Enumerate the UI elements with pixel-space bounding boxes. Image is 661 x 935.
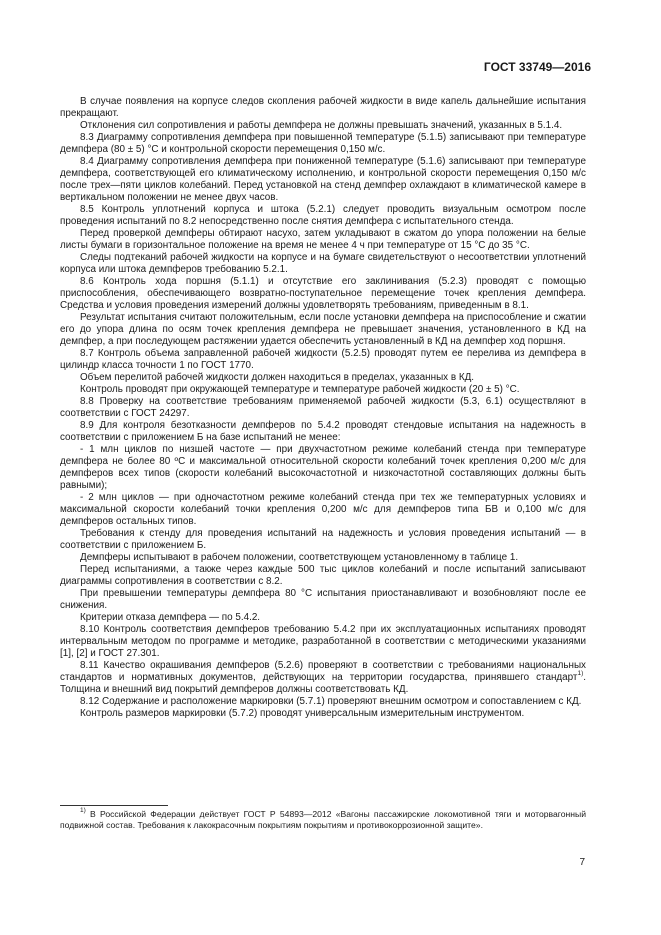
paragraph-text: 8.11 Качество окрашивания демпферов (5.2.6) проверяют в соответствии с требованиями национальных стандартов и нормативных документов, действующих на территории государства, принявшего стандарт bbox=[60, 660, 586, 683]
footnote-mark: 1) bbox=[80, 807, 86, 815]
paragraph: Требования к стенду для проведения испытаний на надежность и условия проведения испытаний — в соответствии с приложением Б. bbox=[60, 528, 586, 551]
paragraph-text: . Толщина и внешний вид покрытий демпферов должны соответствовать КД. bbox=[60, 672, 586, 695]
footnote-reference: 1) bbox=[577, 669, 584, 677]
footnote-text: В Российской Федерации действует ГОСТ Р 54893—2012 «Вагоны пассажирские локомотивной тяги и моторвагонный подвижной состав. Требования к лакокрасочным покрытиям покрытиям и противокоррозионной защите». bbox=[60, 809, 586, 830]
page-number: 7 bbox=[579, 857, 585, 868]
footnote bbox=[60, 809, 586, 831]
paragraph: 8.12 Содержание и расположение маркировки (5.7.1) проверяют внешним осмотром и сопоставлением с КД. bbox=[80, 696, 582, 707]
paragraph: Контроль размеров маркировки (5.7.2) проводят универсальным измерительным инструментом. bbox=[80, 708, 525, 719]
paragraph: При превышении температуры демпфера 80 °С испытания приостанавливают и возобновляют после ее снижения. bbox=[60, 588, 586, 611]
document-header: ГОСТ 33749—2016 bbox=[483, 60, 591, 74]
paragraph: 8.9 Для контроля безотказности демпферов по 5.4.2 проводят стендовые испытания на надежность в соответствии с приложением Б на базе испытаний не менее: bbox=[60, 420, 586, 443]
footnote-divider bbox=[60, 805, 168, 806]
paragraph: 8.10 Контроль соответствия демпферов требованию 5.4.2 при их эксплуатационных испытаниях проводят интервальным методом по программе и методике, разработанной в соответствии с методическими указаниями [1], [2] и ГОСТ 27.301. bbox=[60, 624, 586, 659]
paragraph: 8.5 Контроль уплотнений корпуса и штока (5.2.1) следует проводить визуальным осмотром после проведения испытаний по 8.2 непосредственно после снятия демпфера с испытательного стенда. bbox=[60, 204, 586, 227]
paragraph: Результат испытания считают положительным, если после установки демпфера на приспособление и сжатии его до упора длина по осям точек крепления демпфера не превышает значения, установленного в КД на демпфер, а при последующем растяжении удается обеспечить установленный в КД на демпфер ход поршня. bbox=[60, 312, 586, 347]
paragraph-8-11 bbox=[60, 660, 586, 696]
paragraph: - 2 млн циклов — при одночастотном режиме колебаний стенда при тех же температурных условиях и максимальной скорости колебаний точки крепления 0,200 м/с для демпферов типа БВ и 0,100 м/с для демпферов остальных типов. bbox=[60, 492, 586, 527]
paragraph: - 1 млн циклов по низшей частоте — при двухчастотном режиме колебаний стенда при температуре демпфера не более 80 ºС и максимальной относительной скорости колебаний точек крепления 0,200 м/с для демпферов всех типов (скорости колебаний высокочастотной и низкочастотной составляющих должны быть равными); bbox=[60, 444, 586, 491]
paragraph: 8.8 Проверку на соответствие требованиям применяемой рабочей жидкости (5.3, 6.1) осуществляют в соответствии с ГОСТ 24297. bbox=[60, 396, 586, 419]
paragraph: Перед проверкой демпферы обтирают насухо, затем укладывают в сжатом до упора положении на белые листы бумаги в горизонтальное положение на время не менее 4 ч при температуре от 15 °С до 35 °С. bbox=[60, 228, 586, 251]
paragraph: В случае появления на корпусе следов скопления рабочей жидкости в виде капель дальнейшие испытания прекращают. bbox=[60, 96, 586, 119]
document-body bbox=[60, 96, 586, 720]
paragraph: Критерии отказа демпфера — по 5.4.2. bbox=[80, 612, 261, 623]
paragraph: 8.6 Контроль хода поршня (5.1.1) и отсутствие его заклинивания (5.2.3) проводят с помощью приспособления, обеспечивающего возвратно-поступательное перемещение точек крепления демпфера. Средства и условия проведения измерений должны удовлетворять требованиям, приведенным в 8.1. bbox=[60, 276, 586, 311]
paragraph: 8.4 Диаграмму сопротивления демпфера при пониженной температуре (5.1.6) записывают при температуре демпфера, соответствующей его климатическому исполнению, и контрольной скорости перемещения 0,150 м/с после трех—пяти циклов колебаний. Перед установкой на стенд демпфер охлаждают в климатической камере в вертикальном положении не менее двух часов. bbox=[60, 156, 586, 203]
paragraph: 8.3 Диаграмму сопротивления демпфера при повышенной температуре (5.1.5) записывают при температуре демпфера (80 ± 5) °С и контрольной скорости перемещения 0,150 м/с. bbox=[60, 132, 586, 155]
paragraph: Контроль проводят при окружающей температуре и температуре рабочей жидкости (20 ± 5) °С. bbox=[80, 384, 520, 395]
paragraph: Объем перелитой рабочей жидкости должен находиться в пределах, указанных в КД. bbox=[80, 372, 475, 383]
paragraph: Следы подтеканий рабочей жидкости на корпусе и на бумаге свидетельствуют о несоответствии уплотнений корпуса или штока демпферов требованию 5.2.1. bbox=[60, 252, 586, 275]
paragraph: Отклонения сил сопротивления и работы демпфера не должны превышать значений, указанных в 5.1.4. bbox=[80, 120, 563, 131]
paragraph: 8.7 Контроль объема заправленной рабочей жидкости (5.2.5) проводят путем ее перелива из демпфера в цилиндр класса точности 1 по ГОСТ 1770. bbox=[60, 348, 586, 371]
paragraph: Демпферы испытывают в рабочем положении, соответствующем установленному в таблице 1. bbox=[80, 552, 519, 563]
paragraph: Перед испытаниями, а также через каждые 500 тыс циклов колебаний и после испытаний записывают диаграммы сопротивления в соответствии с 8.2. bbox=[60, 564, 586, 587]
